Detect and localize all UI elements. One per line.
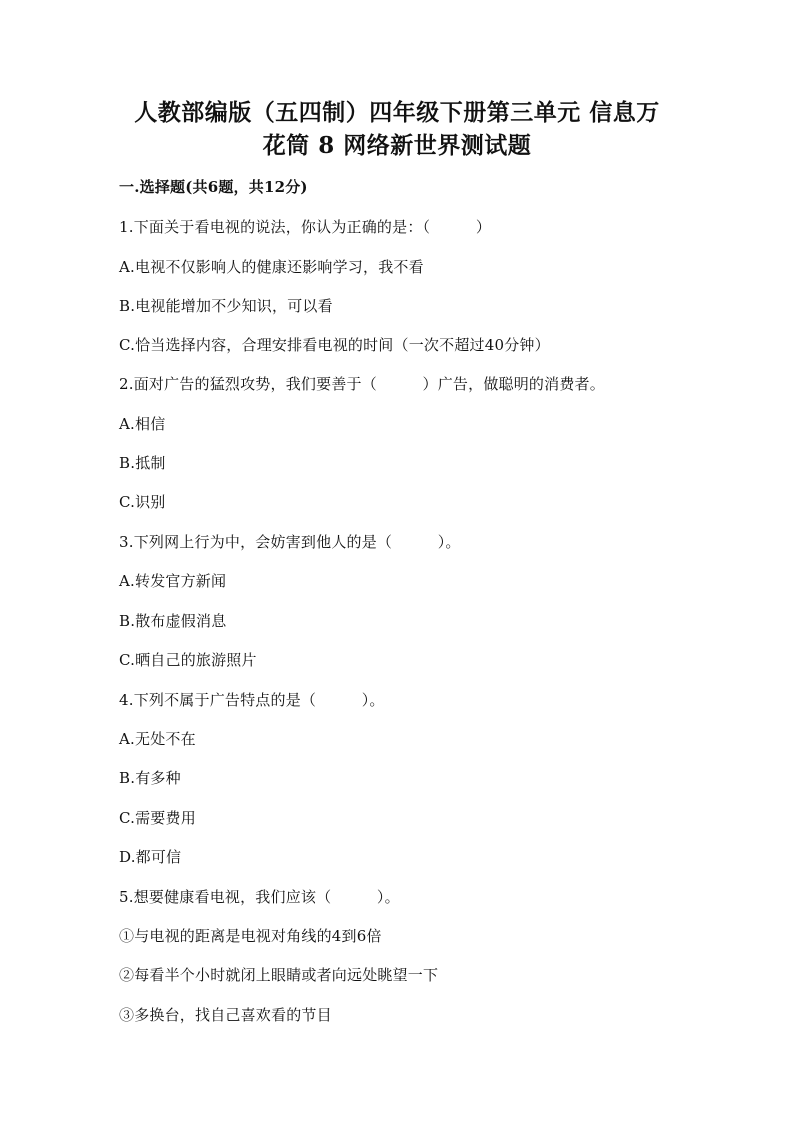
question-5-statement-1: ①与电视的距离是电视对角线的4到6倍 [119, 927, 382, 945]
question-1-text: 1.下面关于看电视的说法，你认为正确的是：（ ） [119, 218, 492, 236]
question-4-text: 4.下列不属于广告特点的是（ ）。 [119, 691, 385, 709]
question-5-statement-3: ③多换台，找自己喜欢看的节目 [119, 1006, 332, 1024]
question-5-text: 5.想要健康看电视，我们应该（ ）。 [119, 888, 400, 906]
question-4-option-c: C.需要费用 [119, 809, 196, 827]
document-title-line-2: 花筒 8 网络新世界测试题 [262, 132, 532, 159]
section-heading: 一.选择题(共6题，共12分) [119, 178, 308, 196]
question-2-text: 2.面对广告的猛烈攻势，我们要善于（ ）广告，做聪明的消费者。 [119, 375, 605, 393]
question-3-option-c: C.晒自己的旅游照片 [119, 651, 257, 669]
question-3-text: 3.下列网上行为中，会妨害到他人的是（ ）。 [119, 533, 461, 551]
question-2-option-c: C.识别 [119, 493, 166, 511]
question-2-option-b: B.抵制 [119, 454, 166, 472]
question-1-option-b: B.电视能增加不少知识，可以看 [119, 297, 333, 315]
question-4-option-b: B.有多种 [119, 769, 181, 787]
question-4-option-d: D.都可信 [119, 848, 182, 866]
document-title-line-1: 人教部编版（五四制）四年级下册第三单元 信息万 [134, 99, 660, 126]
question-3-option-b: B.散布虚假消息 [119, 612, 227, 630]
question-3-option-a: A.转发官方新闻 [119, 572, 227, 590]
question-4-option-a: A.无处不在 [119, 730, 196, 748]
question-2-option-a: A.相信 [119, 415, 166, 433]
question-1-option-a: A.电视不仅影响人的健康还影响学习，我不看 [119, 258, 424, 276]
question-1-option-c: C.恰当选择内容，合理安排看电视的时间（一次不超过40分钟） [119, 336, 550, 354]
question-5-statement-2: ②每看半个小时就闭上眼睛或者向远处眺望一下 [119, 966, 439, 984]
